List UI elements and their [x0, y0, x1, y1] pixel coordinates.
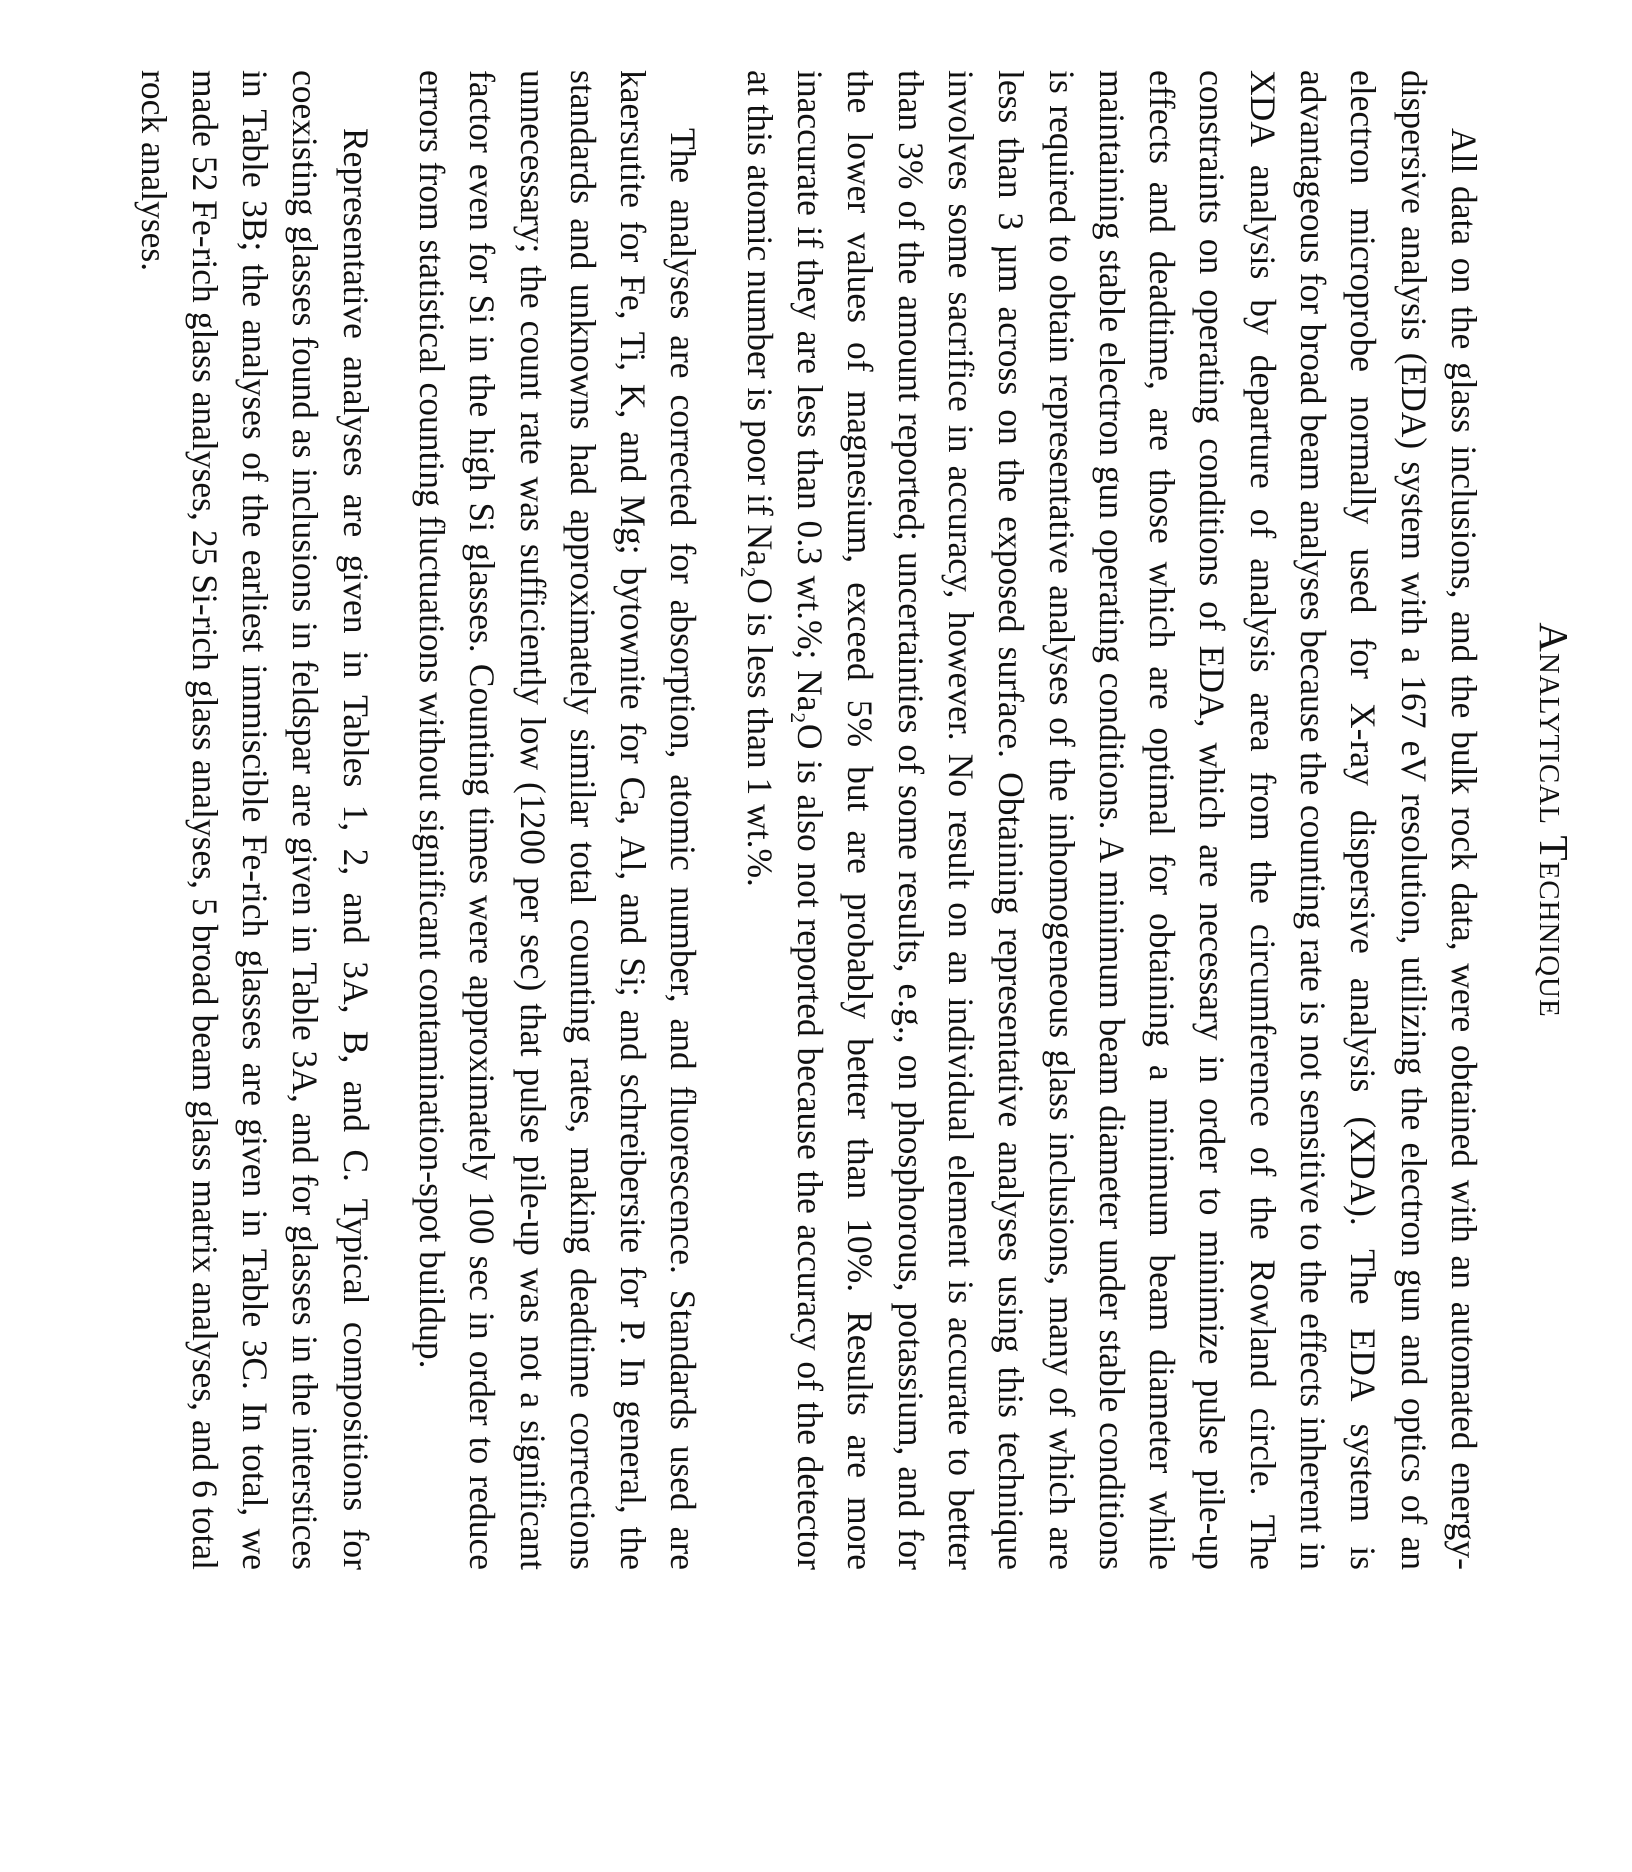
rotated-text-block — [100, 70, 1580, 1570]
paragraph-eda-system: All data on the glass inclusions, and the bulk rock data, were obtained with an automated energy-dispersive analysis (EDA) system with a 167 eV resolution, utilizing the electron gun and optics of an electron microprobe normally used for X-ray dispersive analysis (XDA). The EDA system is advantageous for broad beam analyses because the counting rate is not sensitive to the effects inherent in XDA analysis by departure of analysis area from the circumference of the Rowland circle. The constraints on operating conditions of EDA, which are necessary in order to minimize pulse pile-up effects and deadtime, are those which are optimal for obtaining a minimum beam diameter while maintaining stable electron gun operating conditions. A minimum beam diameter under stable conditions is required to obtain representative analyses of the inhomogeneous glass inclusions, many of which are less than 3 µm across on the exposed surface. Obtaining representative analyses using this technique involves some sacrifice in accuracy, however. No result on an individual element is accurate to better than 3% of the amount reported; uncertainties of some results, e.g., on phosphorous, potassium, and for the lower values of magnesium, exceed 5% but are probably better than 10%. Results are more inaccurate if they are less than 0.3 wt.%; Na₂O is also not reported because the accuracy of the detector at this atomic number is poor if Na₂O is less than 1 wt.%. — [739, 70, 1484, 1570]
paragraph-representative-analyses: Representative analyses are given in Tables 1, 2, and 3A, B, and C. Typical compositions for coexisting glasses found as inclusions in feldspar are given in Table 3A, and for glasses in the interstices in Table 3B; the analyses of the earliest immiscible Fe-rich glasses are given in Table 3C. In total, we made 52 Fe-rich glass analyses, 25 Si-rich glass analyses, 5 broad beam glass matrix analyses, and 6 total rock analyses. — [134, 70, 376, 1570]
section-heading: Analytical Technique — [1531, 622, 1577, 1018]
paragraph-corrections-standards: The analyses are corrected for absorption, atomic number, and fluorescence. Standards used are kaersutite for Fe, Ti, K, and Mg; bytownite for Ca, Al, and Si; and schreibersite for P. In general, the standards and unknowns had approximately similar total counting rates, making deadtime corrections unnecessary; the count rate was sufficiently low (1200 per sec) that pulse pile-up was not a significant factor even for Si in the high Si glasses. Counting times were approximately 100 sec in order to reduce errors from statistical counting fluctuations without significant contamination-spot buildup. — [411, 70, 704, 1570]
